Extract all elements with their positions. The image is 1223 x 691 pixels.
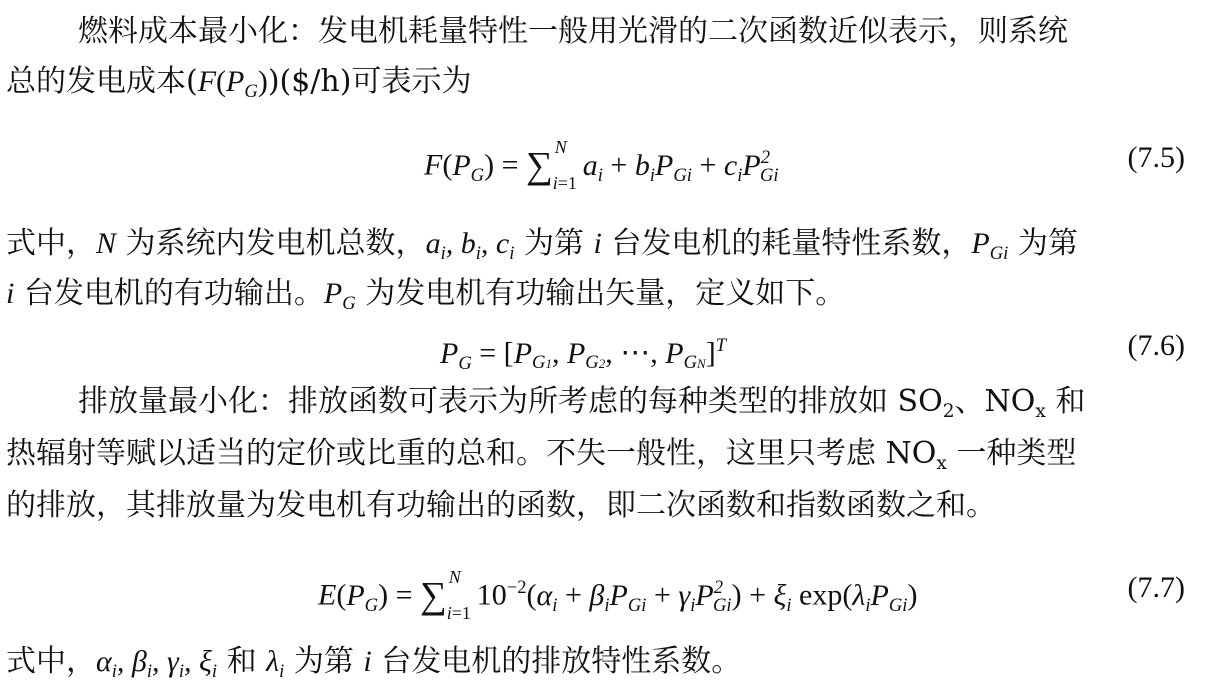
paragraph-emission-line-3: 的排放，其排放量为发电机有功输出的函数，即二次函数和指数函数之和。 — [6, 488, 996, 523]
equation-7-5: $F(P_G)$ = ∑ N i=1 $a_i + b_iP_{Gi} + c_iP^2_{Gi}$ — [424, 136, 779, 193]
inline-math-F-PG: F — [197, 65, 217, 98]
paragraph-fuel-cost-line-2: 总的发电成本$(F(P_G))(\$/h)$可表示为 — [6, 64, 472, 102]
paragraph-definitions-line-1: 式中，N 为系统内发电机总数，$a_i$, $b_i$, $c_i$ 为第 i 台发电机的耗量特性系数，$P_{Gi}$ 为第 — [6, 226, 1078, 264]
paragraph-fuel-cost-line-1: 燃料成本最小化：发电机耗量特性一般用光滑的二次函数近似表示，则系统 — [78, 14, 1068, 49]
paragraph-definitions-line-2: i 台发电机的有功输出。$P_G$ 为发电机有功输出矢量，定义如下。 — [6, 276, 846, 314]
equation-number-7-7: (7.7) — [1127, 571, 1185, 604]
paragraph-emission-line-2: 热辐射等赋以适当的定价或比重的总和。不失一般性，这里只考虑 $NO_x$ 一种类型 — [6, 436, 1077, 474]
paragraph-emission-line-1: 排放量最小化：排放函数可表示为所考虑的每种类型的排放如 $SO_2$、$NO_x$ 和 — [78, 384, 1086, 422]
equation-7-7: $E(P_G)$ = ∑ N i=1 $10^{-2}(\alpha_i + \beta_iP_{Gi} + \gamma_iP^2_{Gi}) + \xi_i$ $\exp(\lambda_iP_{Gi})$ — [318, 566, 918, 623]
paragraph-emission-coefficients: 式中，$\alpha_i$, $\beta_i$, $\gamma_i$, $\xi_i$ 和 $\lambda_i$ 为第 i 台发电机的排放特性系数。 — [6, 644, 742, 682]
equation-7-6: $P_G = [P_{G1}$, $P_{G2}$, ⋯, $P_{GN}]^T$ — [440, 335, 727, 374]
equation-number-7-5: (7.5) — [1127, 141, 1185, 174]
equation-number-7-6: (7.6) — [1127, 329, 1185, 362]
